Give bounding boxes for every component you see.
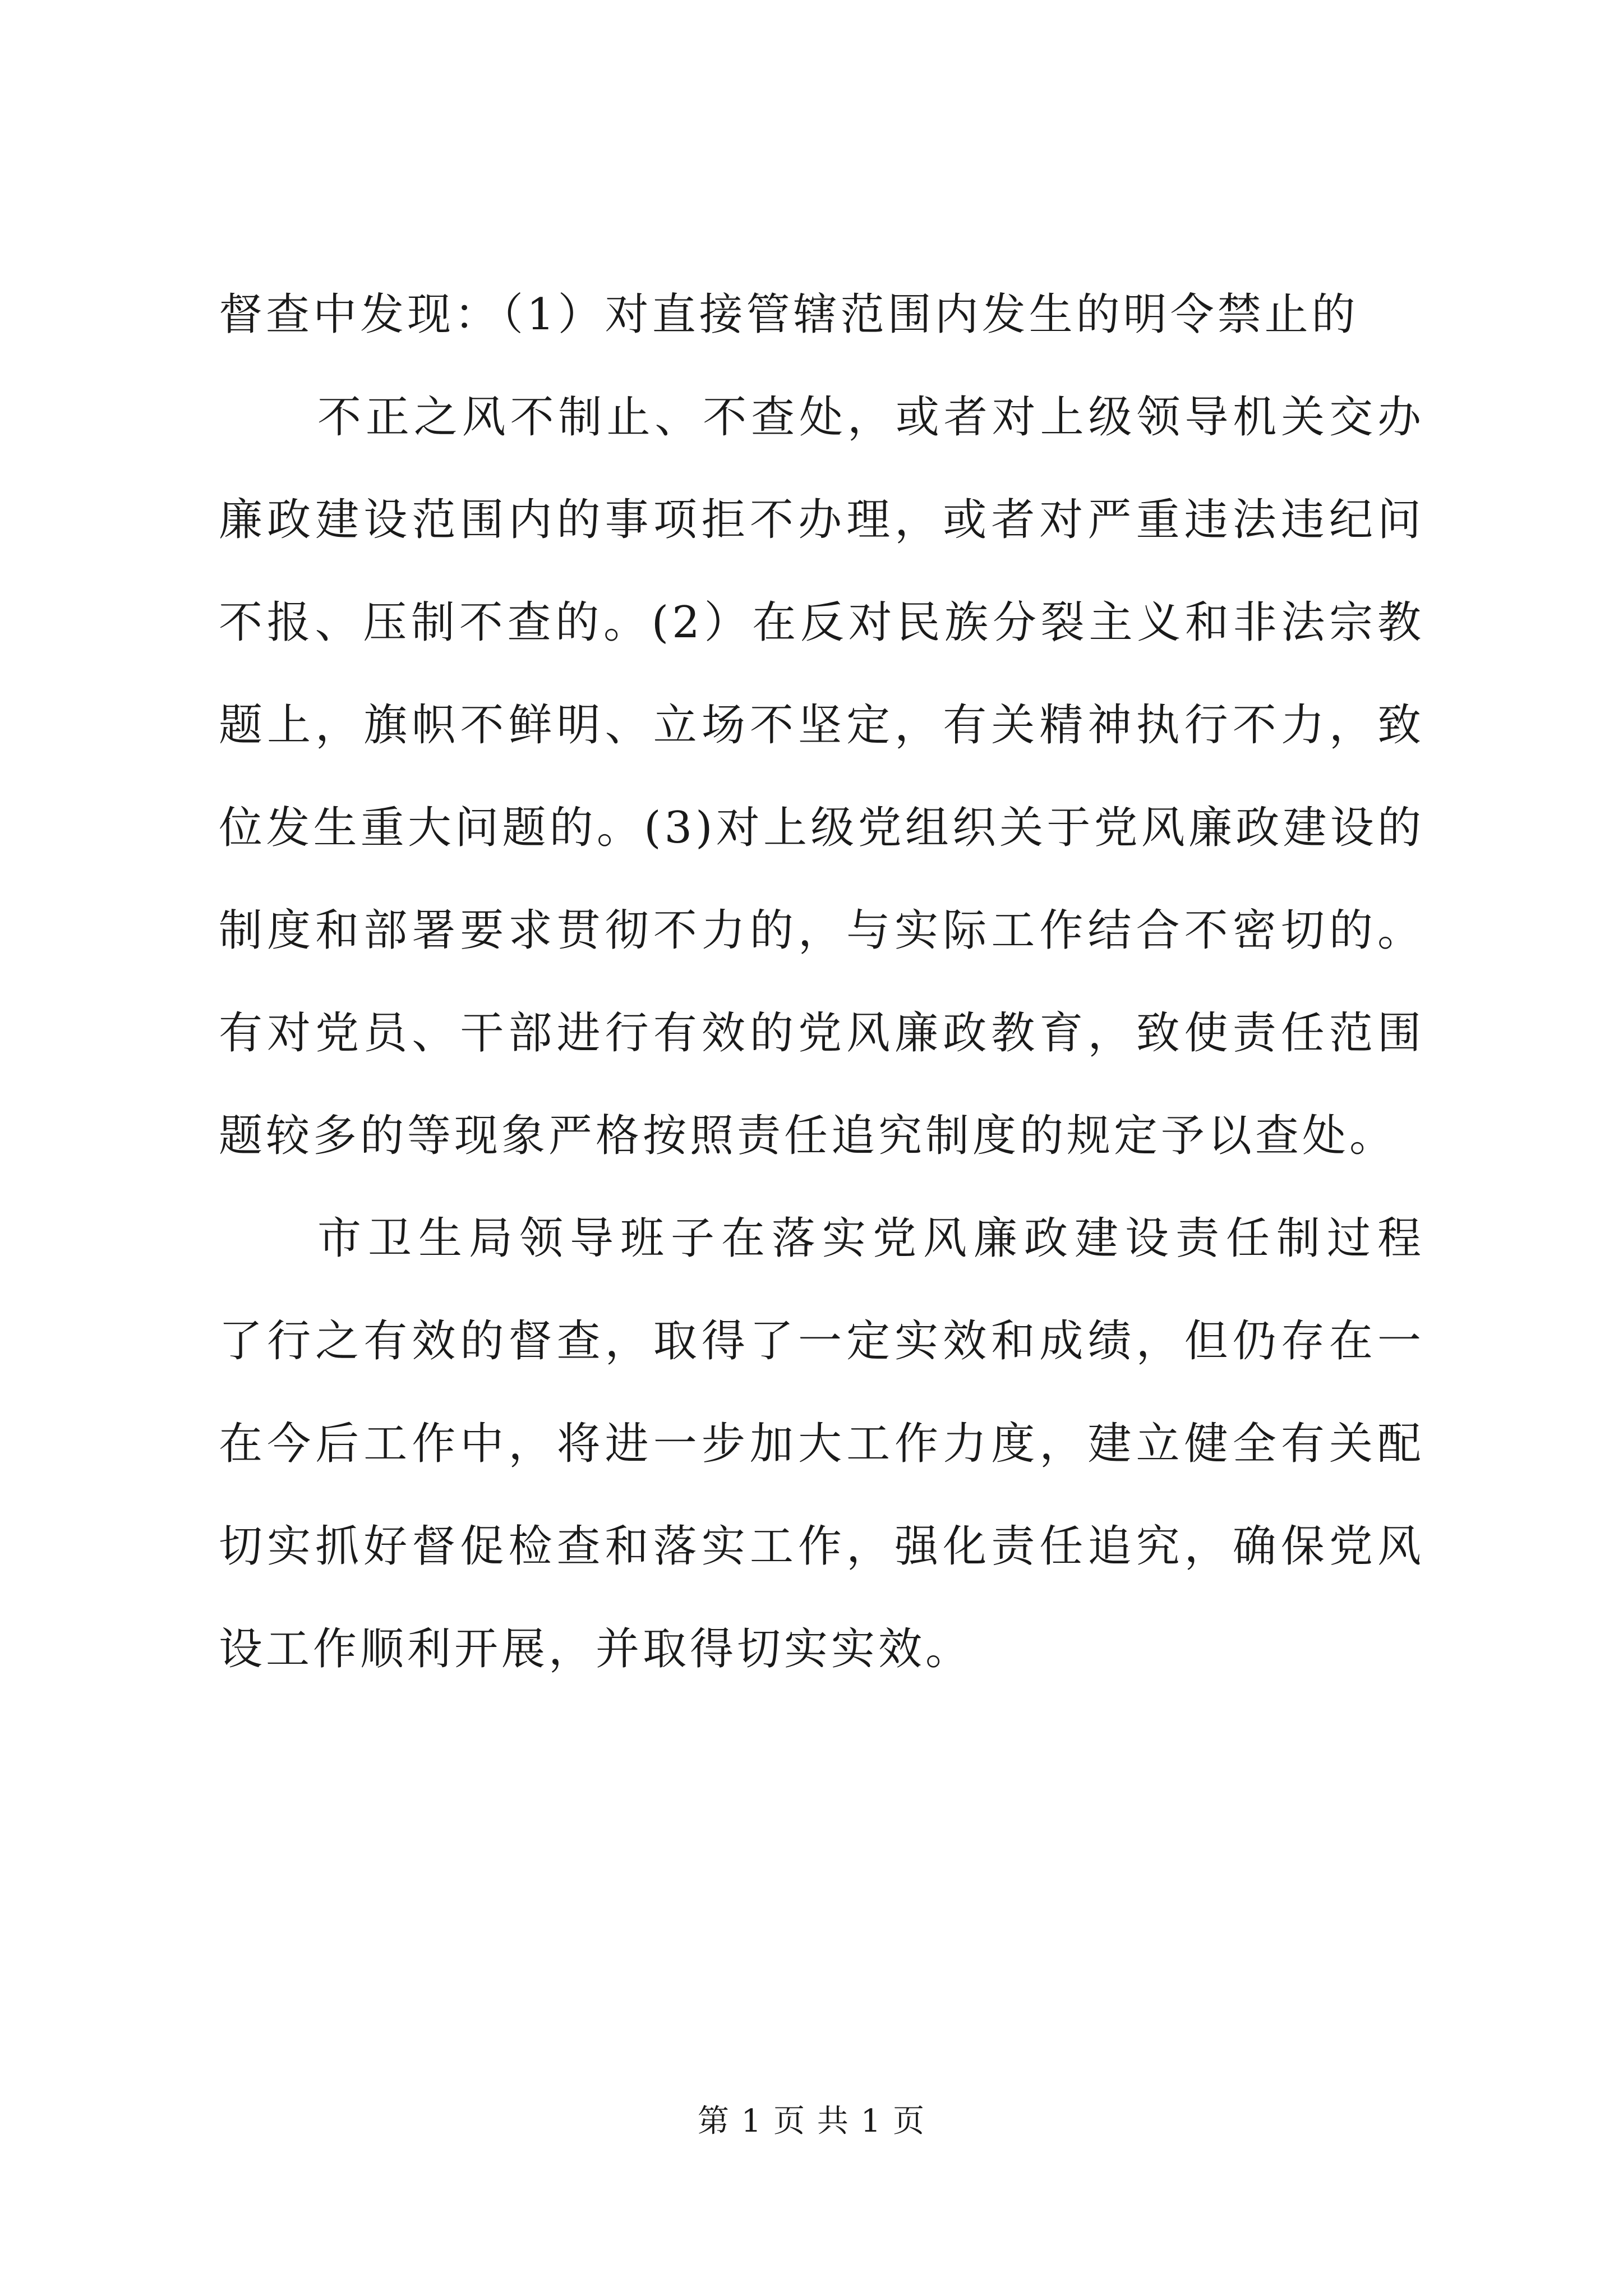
text-line: 题上，旗帜不鲜明、立场不坚定，有关精神执行不力，致 <box>219 700 1424 751</box>
text-line: 位发生重大问题的。(3)对上级党组织关于党风廉政建设的 <box>219 803 1424 853</box>
text-line: 制度和部署要求贯彻不力的，与实际工作结合不密切的。 <box>219 905 1424 956</box>
text-line: 有对党员、干部进行有效的党风廉政教育，致使责任范围 <box>219 1008 1424 1059</box>
text-line: 廉政建设范围内的事项拒不办理，或者对严重违法违纪问 <box>219 495 1424 545</box>
page-footer: 第 1 页 共 1 页 <box>697 2103 926 2139</box>
document-body <box>219 264 1424 1701</box>
text-line: 督查中发现：（1）对直接管辖范围内发生的明令禁止的 <box>219 289 1359 340</box>
text-line: 不报、压制不查的。(2）在反对民族分裂主义和非法宗教 <box>219 597 1424 648</box>
text-line: 切实抓好督促检查和落实工作，强化责任追究，确保党风 <box>219 1521 1424 1572</box>
text-line: 设工作顺利开展，并取得切实实效。 <box>219 1624 973 1674</box>
text-line: 市卫生局领导班子在落实党风廉政建设责任制过程 <box>317 1213 1424 1264</box>
text-line: 在今后工作中，将进一步加大工作力度，建立健全有关配 <box>219 1419 1424 1469</box>
text-line: 了行之有效的督查，取得了一定实效和成绩，但仍存在一 <box>219 1316 1424 1366</box>
text-line: 题较多的等现象严格按照责任追究制度的规定予以查处。 <box>219 1111 1397 1161</box>
text-line: 不正之风不制止、不查处，或者对上级领导机关交办 <box>317 392 1424 443</box>
